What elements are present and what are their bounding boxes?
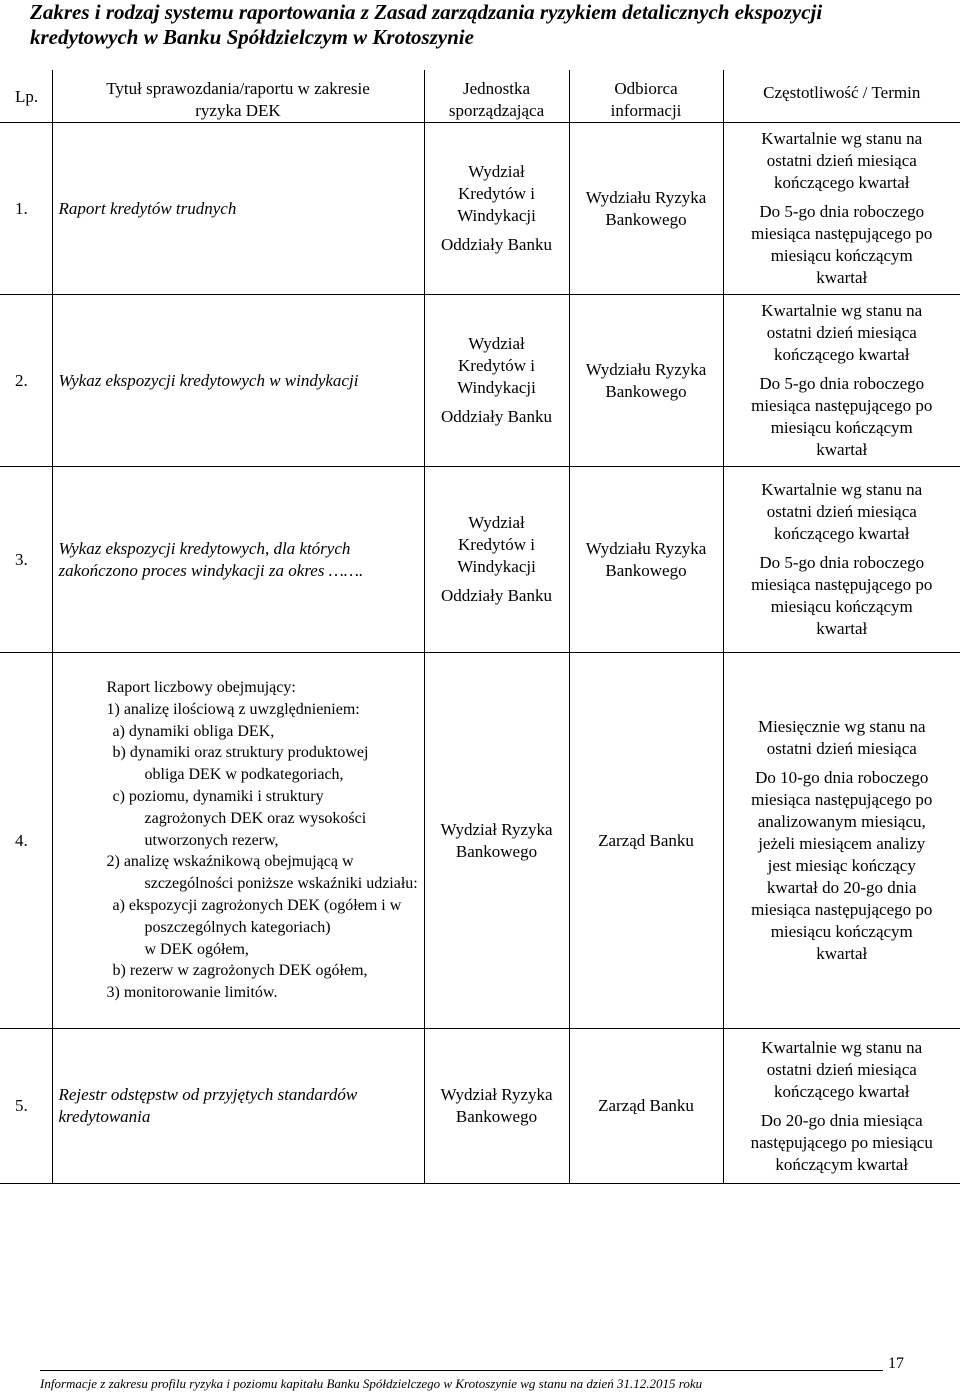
table-row	[0, 653, 960, 1029]
recipient-line: Zarząd Banku	[598, 830, 694, 850]
deadline-line: Do 5-go dnia roboczego	[759, 374, 925, 393]
table-header-row	[0, 70, 960, 123]
header-unit-line-2: sporządzająca	[448, 101, 545, 120]
report-scope-line: 3) monitorowanie limitów.	[106, 984, 278, 1002]
frequency-line: kończącego kwartał	[774, 1081, 910, 1101]
row-recipient	[569, 467, 723, 653]
unit-line: Bankowego	[455, 1107, 538, 1126]
frequency-line: Kwartalnie wg stanu na	[761, 301, 923, 320]
row-frequency	[723, 467, 960, 653]
header-title	[52, 70, 424, 123]
row-unit	[424, 1029, 569, 1184]
deadline-line: miesiącu kończącym	[770, 418, 913, 437]
recipient-line: Wydziału Ryzyka	[585, 359, 707, 379]
header-recipient	[569, 70, 723, 123]
deadline-line: analizowanym miesiącu,	[757, 812, 926, 831]
report-scope-line: 1) analizę ilościową z uwzględnieniem:	[106, 700, 360, 718]
row-lp: 3.	[0, 467, 52, 653]
deadline-line: Do 10-go dnia roboczego	[755, 768, 929, 787]
title-line: Rejestr odstępstw od przyjętych standardów	[58, 1085, 358, 1104]
deadline-line: miesiąca następującego po	[751, 575, 933, 594]
report-scope-line: b) dynamiki oraz struktury produktowej	[112, 744, 369, 762]
header-frequency	[723, 70, 960, 123]
row-recipient	[569, 1029, 723, 1184]
row-unit	[424, 295, 569, 467]
row-title: Wykaz ekspozycji kredytowych w windykacji	[52, 295, 424, 467]
deadline-line: kwartał	[816, 944, 868, 963]
deadline-line: miesiącu kończącym	[770, 246, 913, 265]
deadline-line: kwartał	[816, 619, 868, 638]
unit-line: Kredytów i	[458, 356, 535, 375]
unit-line: Windykacji	[457, 378, 536, 397]
row-lp: 2.	[0, 295, 52, 467]
header-unit	[424, 70, 569, 123]
row-lp: 1.	[0, 123, 52, 295]
recipient-line: Zarząd Banku	[598, 1096, 694, 1115]
deadline-line: Do 5-go dnia roboczego	[759, 202, 925, 221]
frequency-line: ostatni dzień miesiąca	[766, 323, 917, 342]
recipient-line: Bankowego	[605, 560, 687, 580]
deadline-line: miesiącu kończącym	[770, 597, 913, 616]
unit-line: Kredytów i	[458, 535, 535, 554]
unit-line: Wydział Ryzyka	[440, 819, 553, 839]
table-row	[0, 467, 960, 653]
unit-line: Windykacji	[457, 206, 536, 225]
frequency-line: kończącego kwartał	[774, 524, 910, 543]
row-title	[52, 467, 424, 653]
title-line: zakończono proces windykacji za okres …….	[58, 560, 364, 580]
deadline-line: kwartał do 20-go dnia	[766, 878, 917, 897]
document-title	[30, 0, 950, 50]
deadline-line: następującego po miesiącu	[750, 1132, 933, 1152]
frequency-line: Kwartalnie wg stanu na	[761, 1037, 923, 1057]
recipient-line: Wydziału Ryzyka	[585, 538, 707, 558]
deadline-line: miesiąca następującego po	[751, 900, 933, 919]
deadline-line: miesiąca następującego po	[751, 396, 933, 415]
deadline-line: miesiącu kończącym	[770, 922, 913, 941]
table-row	[0, 1029, 960, 1184]
report-scope-line: zagrożonych DEK oraz wysokości	[144, 809, 367, 827]
row-lp: 5.	[0, 1029, 52, 1184]
report-scope-line: Raport liczbowy obejmujący:	[106, 679, 296, 697]
deadline-line: kwartał	[816, 268, 868, 287]
table-row	[0, 295, 960, 467]
unit-line: Windykacji	[457, 557, 536, 576]
deadline-line: Do 5-go dnia roboczego	[759, 553, 925, 572]
row-title	[52, 1029, 424, 1184]
frequency-line: ostatni dzień miesiąca	[766, 502, 917, 521]
row-unit	[424, 467, 569, 653]
row-recipient	[569, 123, 723, 295]
frequency-line: kończącego kwartał	[774, 345, 910, 364]
unit-line: Wydział Ryzyka	[440, 1085, 553, 1104]
unit-line: Wydział	[468, 334, 525, 353]
header-title-line-2: ryzyka DEK	[195, 101, 281, 120]
title-line-1: Zakres i rodzaj systemu raportowania z Zasad zarządzania ryzykiem detalicznych ekspozycji	[30, 0, 823, 24]
recipient-line: Wydziału Ryzyka	[585, 187, 707, 207]
report-scope-line: szczególności poniższe wskaźniki udziału:	[144, 875, 418, 893]
header-unit-line-1: Jednostka	[462, 79, 531, 98]
page-number: 17	[888, 1355, 904, 1372]
header-lp: Lp.	[0, 70, 52, 123]
frequency-line: ostatni dzień miesiąca	[766, 1059, 917, 1079]
header-frequency-text: Częstotliwość / Termin	[763, 83, 921, 102]
row-lp: 4.	[0, 653, 52, 1029]
footer-text: Informacje z zakresu profilu ryzyka i poziomu kapitału Banku Spółdzielczego w Krotoszynie wg stanu na dzień 31.12.2015 roku	[40, 1376, 703, 1391]
unit-line: Bankowego	[455, 841, 538, 861]
row-frequency	[723, 653, 960, 1029]
row-unit	[424, 653, 569, 1029]
row-title	[52, 653, 424, 1029]
row-frequency	[723, 1029, 960, 1184]
reporting-table	[0, 70, 960, 1184]
unit-extra: Oddziały Banku	[441, 586, 552, 605]
row-frequency	[723, 295, 960, 467]
row-title: Raport kredytów trudnych	[52, 123, 424, 295]
title-line-2: kredytowych w Banku Spółdzielczym w Krotoszynie	[30, 25, 474, 49]
deadline-line: jest miesiąc kończący	[767, 856, 916, 875]
unit-extra: Oddziały Banku	[441, 407, 552, 426]
unit-line: Kredytów i	[458, 184, 535, 203]
deadline-line: kończącym kwartał	[775, 1154, 909, 1174]
title-line: kredytowania	[58, 1107, 151, 1126]
frequency-line: Miesięcznie wg stanu na	[757, 717, 926, 736]
report-scope-line: b) rezerw w zagrożonych DEK ogółem,	[112, 962, 368, 980]
deadline-line: miesiąca następującego po	[751, 224, 933, 243]
row-recipient	[569, 295, 723, 467]
frequency-line: Kwartalnie wg stanu na	[761, 480, 923, 499]
deadline-line: Do 20-go dnia miesiąca	[760, 1110, 923, 1130]
report-scope-line: utworzonych rezerw,	[144, 831, 279, 849]
unit-line: Wydział	[468, 513, 525, 532]
deadline-line: jeżeli miesiącem analizy	[758, 834, 926, 853]
row-recipient	[569, 653, 723, 1029]
recipient-line: Bankowego	[605, 381, 687, 401]
unit-line: Wydział	[468, 162, 525, 181]
deadline-line: miesiąca następującego po	[751, 790, 933, 809]
unit-extra: Oddziały Banku	[441, 235, 552, 254]
report-scope-line: a) dynamiki obliga DEK,	[112, 722, 275, 740]
title-line: Wykaz ekspozycji kredytowych, dla których	[58, 538, 351, 558]
table-row	[0, 123, 960, 295]
header-recipient-line-2: informacji	[610, 101, 682, 120]
report-scope-line: c) poziomu, dynamiki i struktury	[112, 788, 324, 805]
row-unit	[424, 123, 569, 295]
frequency-line: ostatni dzień miesiąca	[766, 151, 917, 170]
row-frequency	[723, 123, 960, 295]
report-scope-line: 2) analizę wskaźnikową obejmującą w	[106, 853, 354, 871]
frequency-line: ostatni dzień miesiąca	[766, 739, 917, 758]
report-scope-line: w DEK ogółem,	[144, 940, 249, 958]
report-scope-line: obliga DEK w podkategoriach,	[144, 766, 344, 784]
deadline-line: kwartał	[816, 440, 868, 459]
footer-divider	[40, 1370, 883, 1371]
frequency-line: kończącego kwartał	[774, 173, 910, 192]
recipient-line: Bankowego	[605, 209, 687, 229]
report-scope-line: a) ekspozycji zagrożonych DEK (ogółem i w	[112, 896, 402, 914]
header-title-line-1: Tytuł sprawozdania/raportu w zakresie	[106, 79, 370, 98]
header-recipient-line-1: Odbiorca	[614, 79, 678, 98]
report-scope-line: poszczególnych kategoriach)	[144, 918, 331, 936]
frequency-line: Kwartalnie wg stanu na	[761, 129, 923, 148]
